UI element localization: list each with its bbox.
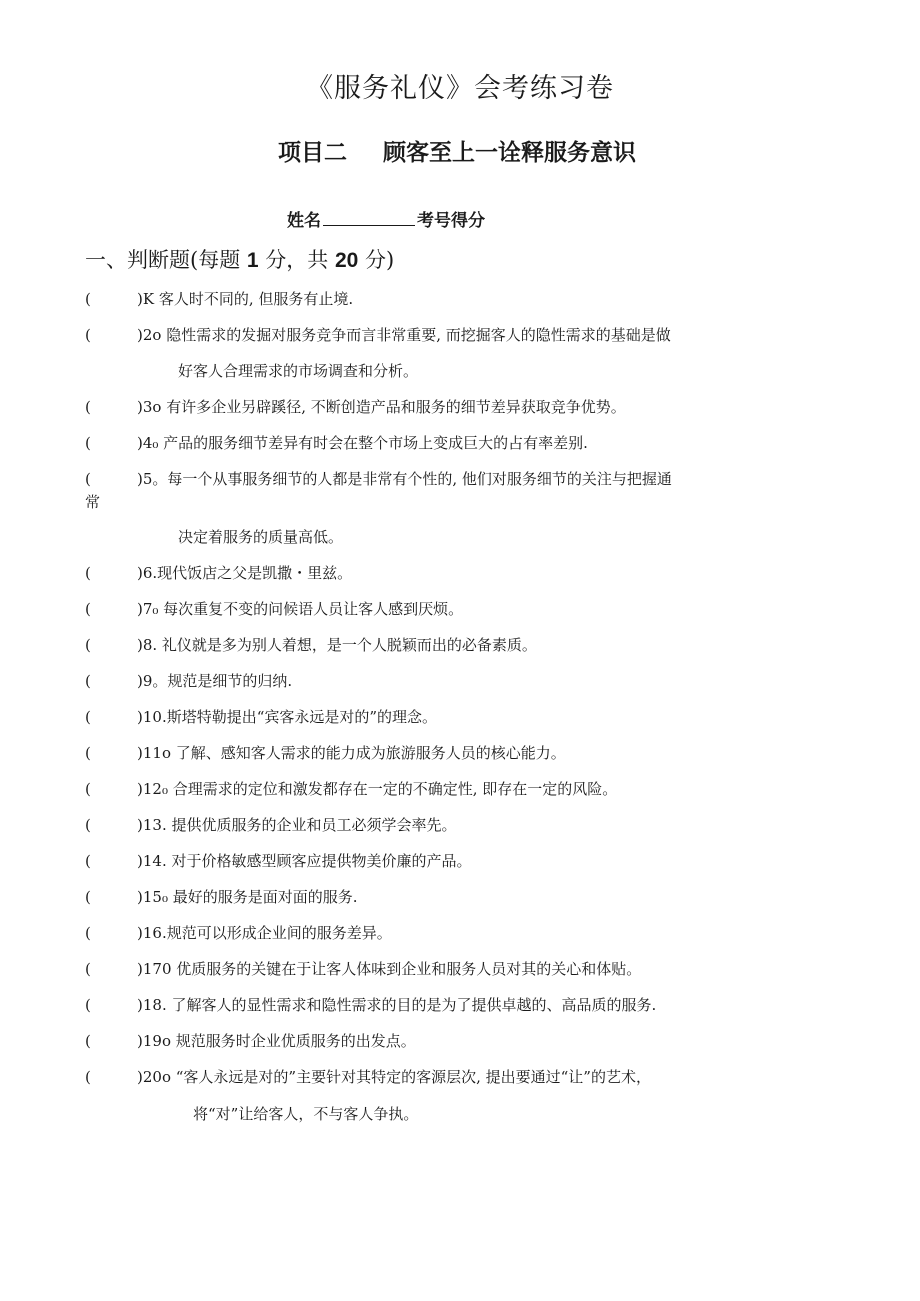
- question-text: )20o “客人永远是对的”主要针对其特定的客源层次, 提出要通过“让”的艺术，: [137, 1068, 651, 1086]
- question-text: )8. 礼仪就是多为别人着想，是一个人脱颖而出的必备素质。: [137, 636, 537, 654]
- answer-paren: (: [85, 924, 91, 942]
- subtitle-project: 项目二: [278, 140, 347, 166]
- answer-paren: (: [85, 1032, 91, 1050]
- question-text: )170 优质服务的关键在于让客人体味到企业和服务人员对其的关心和体贴。: [137, 960, 642, 978]
- page-title: 《服务礼仪》会考练习卷: [306, 73, 614, 104]
- question-text: )3o 有许多企业另辟蹊径, 不断创造产品和服务的细节差异获取竞争优势。: [137, 398, 626, 416]
- answer-paren: (: [85, 960, 91, 978]
- question-continuation: 将“对”让给客人，不与客人争执。: [193, 1105, 419, 1123]
- answer-paren: (: [85, 326, 91, 344]
- question-text: )14. 对于价格敏感型顾客应提供物美价廉的产品。: [137, 852, 472, 870]
- section-points-each: 1: [246, 249, 259, 272]
- answer-paren: (: [85, 290, 91, 308]
- subtitle-topic: 顾客至上一诠释服务意识: [383, 140, 636, 166]
- question-text: )11o 了解、感知客人需求的能力成为旅游服务人员的核心能力。: [137, 744, 566, 762]
- answer-paren: (: [85, 708, 91, 726]
- question-wrap: 常: [85, 493, 101, 511]
- answer-paren: (: [85, 996, 91, 1014]
- question-text: )19o 规范服务时企业优质服务的出发点。: [137, 1032, 416, 1050]
- question-continuation: 好客人合理需求的市场调查和分析。: [178, 362, 419, 380]
- question-text: )6.现代饭店之父是凯撒・里兹。: [137, 564, 353, 582]
- question-text: )5。每一个从事服务细节的人都是非常有个性的, 他们对服务细节的关注与把握通: [137, 470, 672, 488]
- answer-paren: (: [85, 1068, 91, 1086]
- question-text: )13. 提供优质服务的企业和员工必须学会率先。: [137, 816, 457, 834]
- answer-paren: (: [85, 852, 91, 870]
- answer-paren: (: [85, 672, 91, 690]
- question-text: )9。规范是细节的归纳.: [137, 672, 293, 690]
- question-text: )4₀ 产品的服务细节差异有时会在整个市场上变成巨大的占有率差别.: [137, 434, 588, 452]
- exam-label: 考号得分: [417, 211, 485, 231]
- answer-paren: (: [85, 564, 91, 582]
- section-label-a: 一、判断题(每题: [85, 248, 241, 272]
- answer-paren: (: [85, 636, 91, 654]
- answer-paren: (: [85, 744, 91, 762]
- name-blank: [323, 211, 415, 226]
- question-text: )15₀ 最好的服务是面对面的服务.: [137, 888, 358, 906]
- question-text: )18. 了解客人的显性需求和隐性需求的目的是为了提供卓越的、高品质的服务.: [137, 996, 657, 1014]
- section-label-c: 分): [365, 248, 395, 272]
- page-subtitle: [278, 134, 636, 167]
- name-label: 姓名: [287, 211, 321, 231]
- question-continuation: 决定着服务的质量高低。: [178, 528, 344, 546]
- answer-paren: (: [85, 816, 91, 834]
- answer-paren: (: [85, 888, 91, 906]
- name-line: [287, 206, 485, 231]
- section-heading: [85, 244, 394, 274]
- answer-paren: (: [85, 780, 91, 798]
- question-text: )10.斯塔特勒提出“宾客永远是对的”的理念。: [137, 708, 438, 726]
- section-points-total: 20: [334, 249, 359, 272]
- section-label-b: 分，共: [265, 248, 329, 272]
- question-text: )16.规范可以形成企业间的服务差异。: [137, 924, 392, 942]
- question-text: )7₀ 每次重复不变的问候语人员让客人感到厌烦。: [137, 600, 464, 618]
- question-text: )2o 隐性需求的发掘对服务竞争而言非常重要, 而挖掘客人的隐性需求的基础是做: [137, 326, 671, 344]
- answer-paren: (: [85, 434, 91, 452]
- answer-paren: (: [85, 600, 91, 618]
- question-text: )12₀ 合理需求的定位和激发都存在一定的不确定性, 即存在一定的风险。: [137, 780, 618, 798]
- answer-paren: (: [85, 398, 91, 416]
- question-text: )K 客人时不同的, 但服务有止境.: [137, 290, 354, 308]
- answer-paren: (: [85, 470, 91, 488]
